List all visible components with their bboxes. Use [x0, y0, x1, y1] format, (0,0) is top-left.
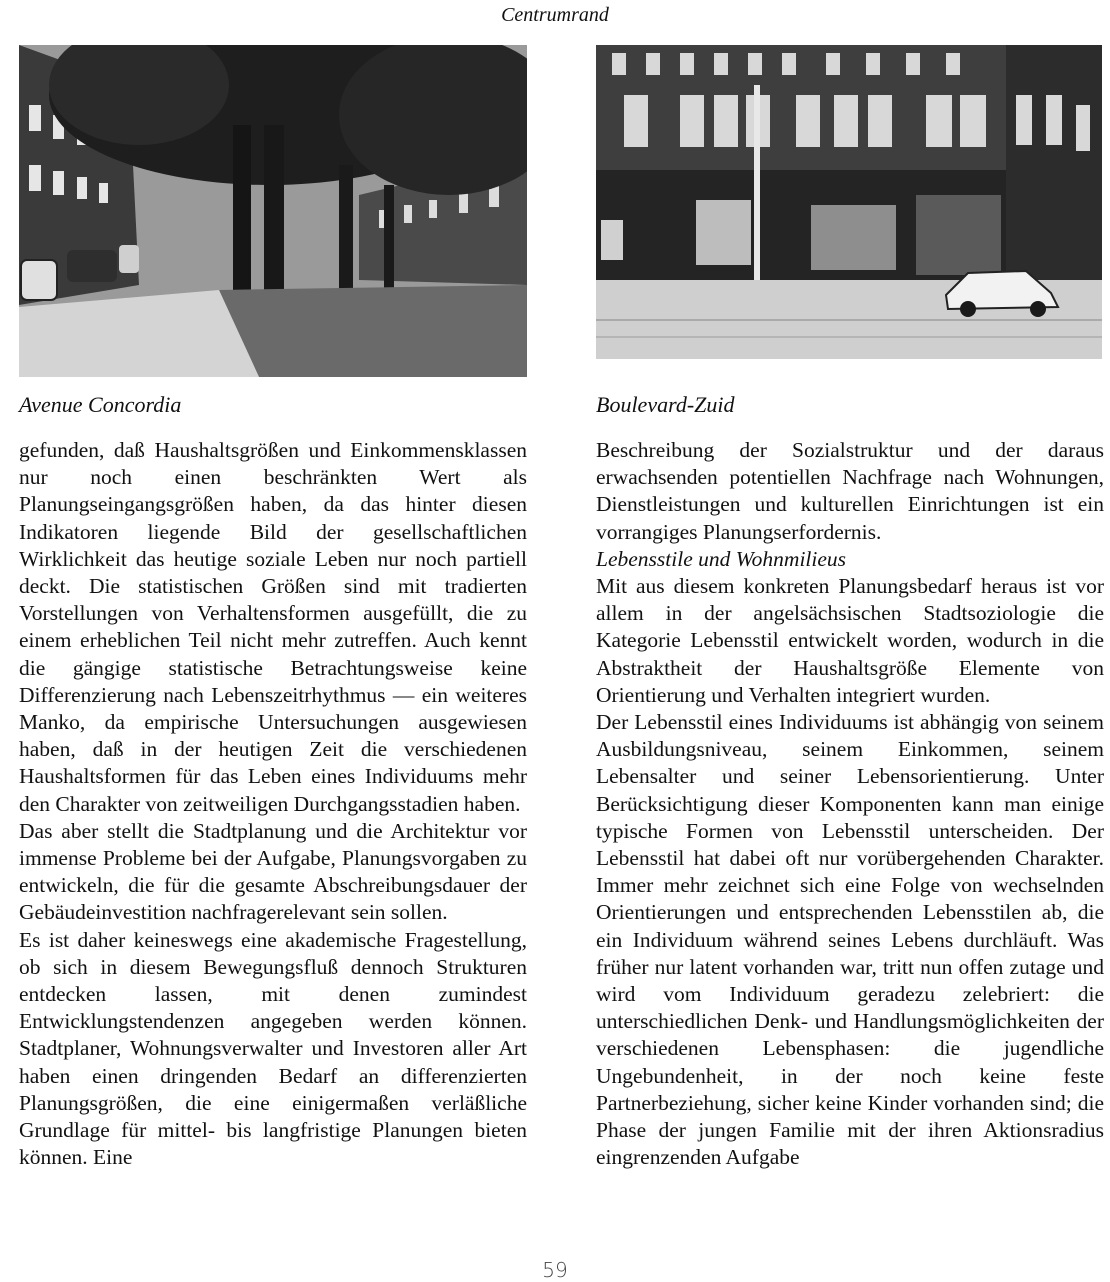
left-column — [19, 437, 527, 1171]
left-paragraph-2: Das aber stellt die Stadtplanung und die Architektur vor immense Probleme bei der Aufgabe, Planungsvorgaben zu entwickeln, die für die gesamte Abschreibungsdauer der Gebäudeinvestition nachfragerelevant sein sollen. — [19, 818, 527, 925]
left-paragraph-1: gefunden, daß Haushaltsgrößen und Einkommensklassen nur noch einen beschränkten Wert als Planungseingangsgrößen haben, da das hinter diesen Indikatoren liegende Bild der gesellschaftlichen Wirklichkeit das heutige soziale Leben nur noch partiell deckt. Die statistischen Größen sind mit tradierten Vorstellungen von Verhaltensformen ausgefüllt, die zu einem erheblichen Teil nicht mehr zutreffen. Auch kennt die gängige statistische Betrachtungsweise keine Differenzierung nach Lebenszeitrhythmus — ein weiteres Manko, da empirische Untersuchungen ausgewiesen haben, daß in der heutigen Zeit die verschiedenen Haushaltsformen für das Leben eines Individuums mehr den Charakter von zeitweiligen Durchgangsstadien haben. — [19, 438, 527, 816]
right-paragraph-2: Mit aus diesem konkreten Planungsbedarf heraus ist vor allem in der angelsächsischen Stadtsoziologie die Kategorie Lebensstil entwickelt worden, wodurch in die Abstraktheit der Haushaltsgröße Elemente von Orientierung und Verhalten integriert wurden. — [596, 574, 1104, 707]
caption-right: Boulevard-Zuid — [596, 392, 735, 417]
left-paragraph-3: Es ist daher keineswegs eine akademische Fragestellung, ob sich in diesem Bewegungsfluß dennoch Strukturen entdecken lassen, mit denen zumindest Entwicklungstendenzen angegeben werden können. Stadtplaner, Wohnungsverwalter und Investoren aller Art haben einen dringenden Bedarf an differenzierten Planungsgrößen, die eine einigermaßen verläßliche Grundlage für mittel- bis langfristige Planungen bieten können. Eine — [19, 927, 527, 1170]
photo-boulevard-zuid — [596, 45, 1102, 359]
page-number: 59 — [542, 1258, 568, 1282]
caption-left: Avenue Concordia — [19, 392, 182, 417]
running-head: Centrumrand — [501, 4, 609, 26]
right-paragraph-3: Der Lebensstil eines Individuums ist abhängig von seinem Ausbildungsniveau, seinem Einkommen, seinem Lebensalter und seiner Lebensorientierung. Unter Berücksichtigung dieser Komponenten kann man einige typische Formen von Lebensstil unterscheiden. Der Lebensstil hat dabei oft nur vorübergehenden Charakter. Immer mehr zeichnet sich eine Folge von wechselnden Orientierungen und entsprechenden Lebensstilen ab, die ein Individuum während seines Lebens durchläuft. Was früher nur latent vorhanden war, tritt nun offen zutage und wird vom Individuum geradezu zelebriert: die unterschiedlichen Denk- und Handlungsmöglichkeiten der verschiedenen Lebensphasen: die jugendliche Ungebundenheit, in der noch keine feste Partnerbeziehung, sicher keine Kinder vorhanden sind; die Phase der jungen Familie mit der ihren Aktionsradius eingrenzenden Aufgabe — [596, 710, 1104, 1170]
right-paragraph-1: Beschreibung der Sozialstruktur und der daraus erwachsenden potentiellen Nachfrage nach Wohnungen, Dienstleistungen und kulturellen Einrichtungen ist ein vorrangiges Planungserfordernis. — [596, 438, 1104, 544]
right-column — [596, 437, 1104, 1171]
photo-avenue-concordia — [19, 45, 527, 377]
section-subheading: Lebensstile und Wohnmilieus — [596, 546, 847, 571]
